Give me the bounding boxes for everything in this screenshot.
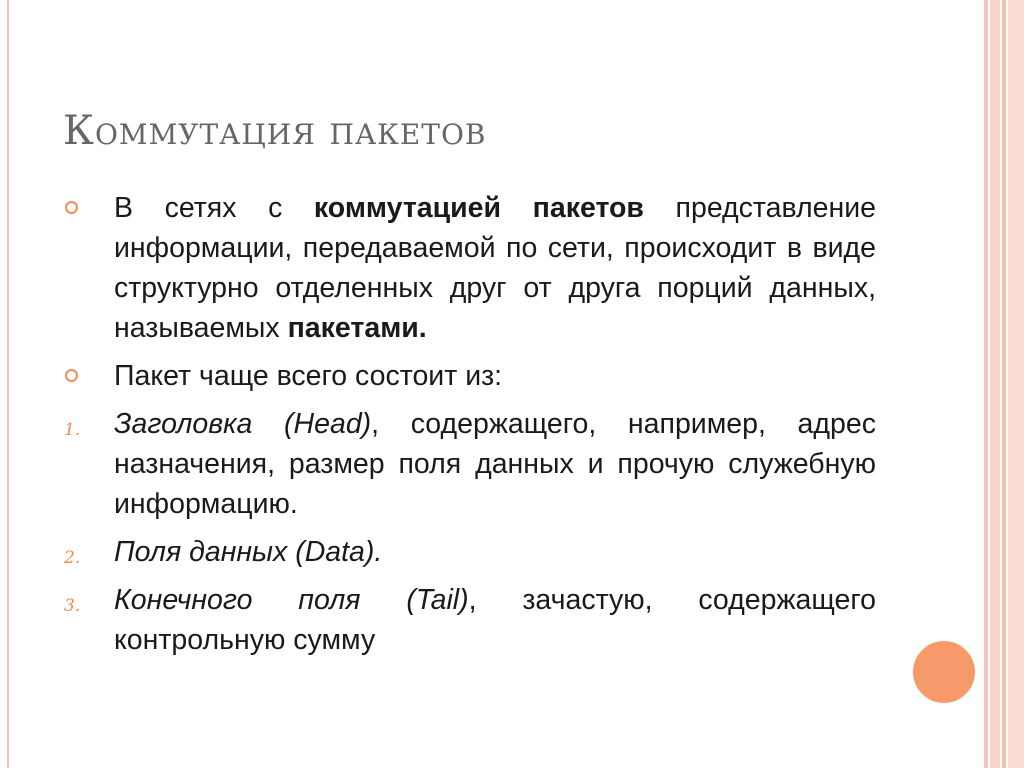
numbered-item	[64, 404, 876, 524]
text-fragment: , зачастую, содержащего контрольную сумму	[114, 584, 876, 656]
right-stripe	[1002, 0, 1006, 768]
italic-term: Поля данных (Data).	[114, 536, 383, 568]
bullet-text: Пакет чаще всего состоит из:	[114, 360, 503, 392]
accent-circle	[913, 641, 975, 703]
text-fragment: В сетях с	[114, 192, 314, 224]
bold-term: коммутацией пакетов	[313, 192, 644, 224]
italic-term: Заголовка (Head)	[114, 408, 372, 440]
list-number: 3.	[64, 596, 81, 616]
circle-bullet-icon	[65, 201, 78, 214]
text-fragment: , содержащего, например, адрес назначения, размер поля данных и прочую служебную информацию.	[114, 408, 876, 520]
slide-title: Коммутация пакетов	[63, 108, 487, 154]
right-stripe	[984, 0, 988, 768]
bullet-text	[114, 188, 876, 348]
numbered-item	[64, 532, 876, 572]
list-item-text	[114, 404, 876, 524]
bullet-item	[64, 356, 876, 396]
bullet-item	[64, 188, 876, 348]
list-item-text	[114, 580, 876, 660]
circle-bullet-icon	[65, 369, 78, 382]
numbered-item	[64, 580, 876, 660]
bold-term: пакетами.	[287, 312, 427, 344]
list-item-text	[114, 532, 876, 572]
right-stripe	[1008, 0, 1024, 768]
list-number: 1.	[64, 420, 81, 440]
right-stripe	[990, 0, 1000, 768]
italic-term: Конечного поля (Tail)	[114, 584, 469, 616]
text-fragment: представление информации, передаваемой по сети, происходит в виде структурно отделенных друг от друга порций данных, называемых	[114, 192, 876, 344]
left-border-line	[7, 0, 9, 768]
slide-content	[64, 188, 876, 668]
list-number: 2.	[64, 548, 81, 568]
